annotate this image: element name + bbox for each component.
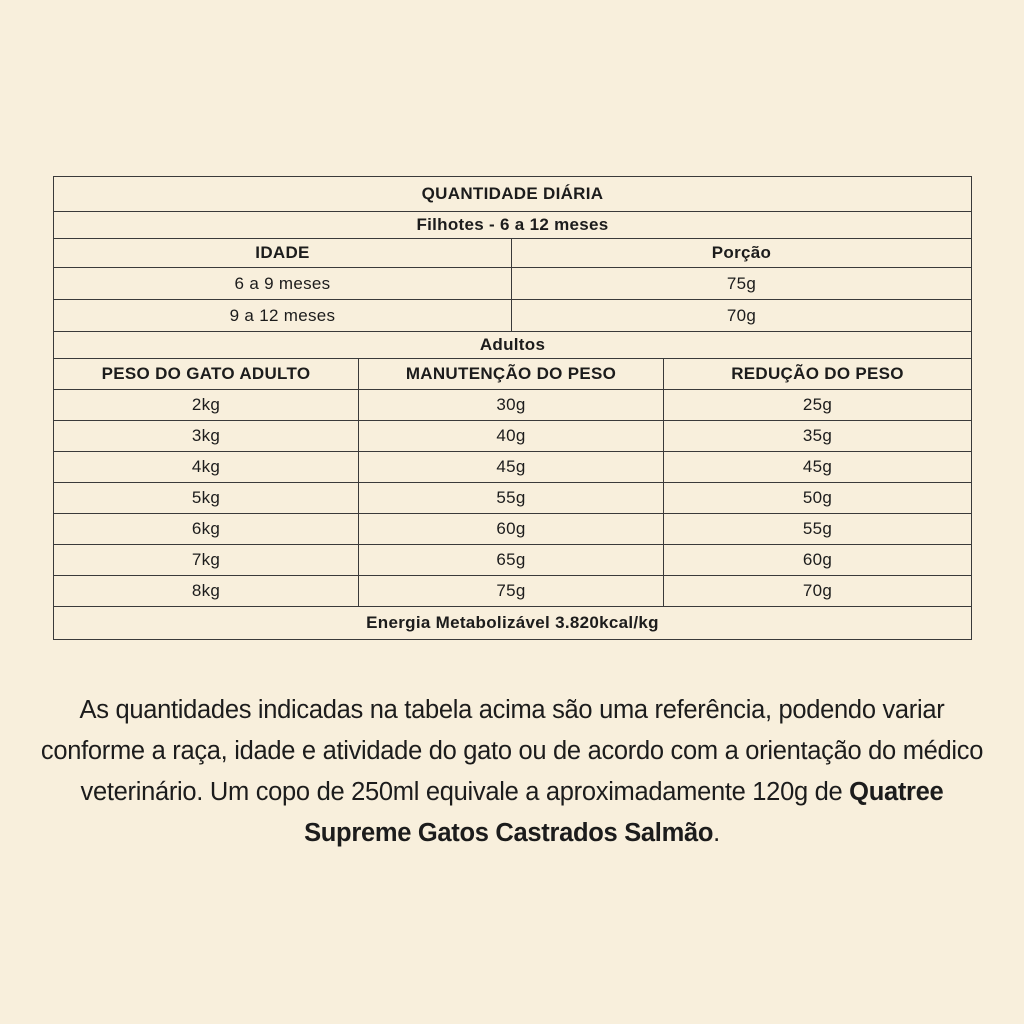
- reduction-cell: 50g: [664, 483, 972, 514]
- maintenance-cell: 40g: [359, 421, 664, 452]
- table-row: [54, 576, 972, 607]
- weight-cell: 5kg: [54, 483, 359, 514]
- kitten-age-cell: 9 a 12 meses: [54, 300, 512, 332]
- table-row: [54, 421, 972, 452]
- note-text: As quantidades indicadas na tabela acima são uma referência, podendo variar conforme a raça, idade e atividade do gato ou de acordo com a orientação do médico veterinário. Um copo de 250ml equivale a aproximadamente 120g de: [40, 695, 984, 806]
- col-header-portion: Porção: [512, 239, 972, 268]
- kitten-age-cell: 6 a 9 meses: [54, 268, 512, 300]
- maintenance-cell: 45g: [359, 452, 664, 483]
- maintenance-cell: 30g: [359, 390, 664, 421]
- table-title: QUANTIDADE DIÁRIA: [54, 177, 972, 212]
- reduction-cell: 60g: [664, 545, 972, 576]
- adults-heading: Adultos: [54, 332, 972, 359]
- weight-cell: 8kg: [54, 576, 359, 607]
- table-row: [54, 390, 972, 421]
- weight-cell: 3kg: [54, 421, 359, 452]
- weight-cell: 2kg: [54, 390, 359, 421]
- kitten-portion-cell: 75g: [512, 268, 972, 300]
- weight-cell: 4kg: [54, 452, 359, 483]
- col-header-age: IDADE: [54, 239, 512, 268]
- kittens-heading: Filhotes - 6 a 12 meses: [54, 212, 972, 239]
- col-header-weight: PESO DO GATO ADULTO: [54, 359, 359, 390]
- feeding-table: [53, 176, 972, 640]
- weight-cell: 7kg: [54, 545, 359, 576]
- note-end: .: [713, 818, 720, 847]
- feeding-note: [40, 690, 984, 854]
- table-row: [54, 452, 972, 483]
- maintenance-cell: 55g: [359, 483, 664, 514]
- maintenance-cell: 65g: [359, 545, 664, 576]
- col-header-reduction: REDUÇÃO DO PESO: [664, 359, 972, 390]
- kitten-portion-cell: 70g: [512, 300, 972, 332]
- energy-footer: Energia Metabolizável 3.820kcal/kg: [54, 607, 972, 640]
- table-row: [54, 545, 972, 576]
- reduction-cell: 70g: [664, 576, 972, 607]
- col-header-maintenance: MANUTENÇÃO DO PESO: [359, 359, 664, 390]
- maintenance-cell: 75g: [359, 576, 664, 607]
- maintenance-cell: 60g: [359, 514, 664, 545]
- weight-cell: 6kg: [54, 514, 359, 545]
- table-row: [54, 268, 972, 300]
- reduction-cell: 55g: [664, 514, 972, 545]
- table-row: [54, 514, 972, 545]
- reduction-cell: 35g: [664, 421, 972, 452]
- reduction-cell: 45g: [664, 452, 972, 483]
- table-row: [54, 483, 972, 514]
- reduction-cell: 25g: [664, 390, 972, 421]
- product-name: Quatree Supreme Gatos Castrados Salmão: [304, 777, 944, 847]
- table-row: [54, 300, 972, 332]
